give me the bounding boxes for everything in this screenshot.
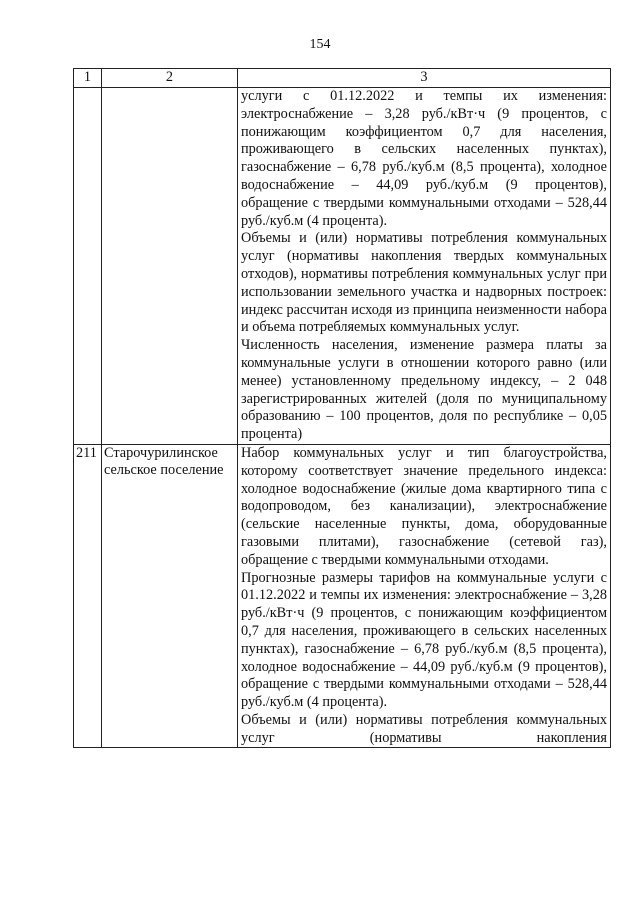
table-row: [74, 88, 611, 445]
row-number: [74, 88, 102, 445]
row-number: 211: [74, 444, 102, 748]
description-paragraph: услуги с 01.12.2022 и темпы их изменения: электроснабжение – 3,28 руб./кВт·ч (9 процентов, с понижающим коэффициентом 0,7 для населения, проживающего в сельских населенных пунктах), газоснабжение – 6,78 руб./куб.м (8,5 процента), холодное водоснабжение – 44,09 руб./куб.м (9 процентов), обращение с твердыми коммунальными отходами – 528,44 руб./куб.м (4 процента).: [241, 88, 607, 229]
header-col-3: 3: [238, 69, 611, 88]
description-paragraph: Прогнозные размеры тарифов на коммунальные услуги с 01.12.2022 и темпы их изменения: электроснабжение – 3,28 руб./кВт·ч (9 процентов, с понижающим коэффициентом 0,7 для населения, проживающего в сельских населенных пунктах), газоснабжение – 6,78 руб./куб.м (8,5 процента), холодное водоснабжение – 44,09 руб./куб.м (9 процентов), обращение с твердыми коммунальными отходами – 528,44 руб./куб.м (4 процента).: [241, 569, 607, 711]
table-header-row: [74, 69, 611, 88]
tariff-table: [73, 68, 611, 748]
description-paragraph: Объемы и (или) нормативы потребления коммунальных услуг (нормативы накопления: [241, 711, 607, 746]
description-paragraph: Набор коммунальных услуг и тип благоустройства, которому соответствует значение предельного индекса: холодное водоснабжение (жилые дома квартирного типа с водопроводом, без канализации), электроснабжение (сельские населенные пункты, дома, оборудованные газовыми плитами), газоснабжение (сетевой газ), обращение с твердыми коммунальными отходами.: [241, 444, 607, 568]
page-number: 154: [309, 37, 331, 52]
description-paragraph: Объемы и (или) нормативы потребления коммунальных услуг (нормативы накопления твердых коммунальных отходов), нормативы потребления коммунальных услуг при использовании земельного участка и надворных построек: индекс рассчитан исходя из принципа неизменности набора и объема потребляемых коммунальных услуг.: [241, 230, 607, 336]
description-cell: [238, 88, 611, 445]
description-cell: [238, 444, 611, 748]
municipality-name: Старочурилинское сельское поселение: [102, 444, 238, 748]
header-col-1: 1: [74, 69, 102, 88]
header-col-2: 2: [102, 69, 238, 88]
municipality-name: [102, 88, 238, 445]
table-row: [74, 444, 611, 748]
description-paragraph: Численность населения, изменение размера платы за коммунальные услуги в отношении которого равно (или менее) установленному предельному индексу, – 2 048 зарегистрированных жителей (доля по муниципальному образованию – 100 процентов, доля по республике – 0,05 процента): [241, 337, 607, 443]
